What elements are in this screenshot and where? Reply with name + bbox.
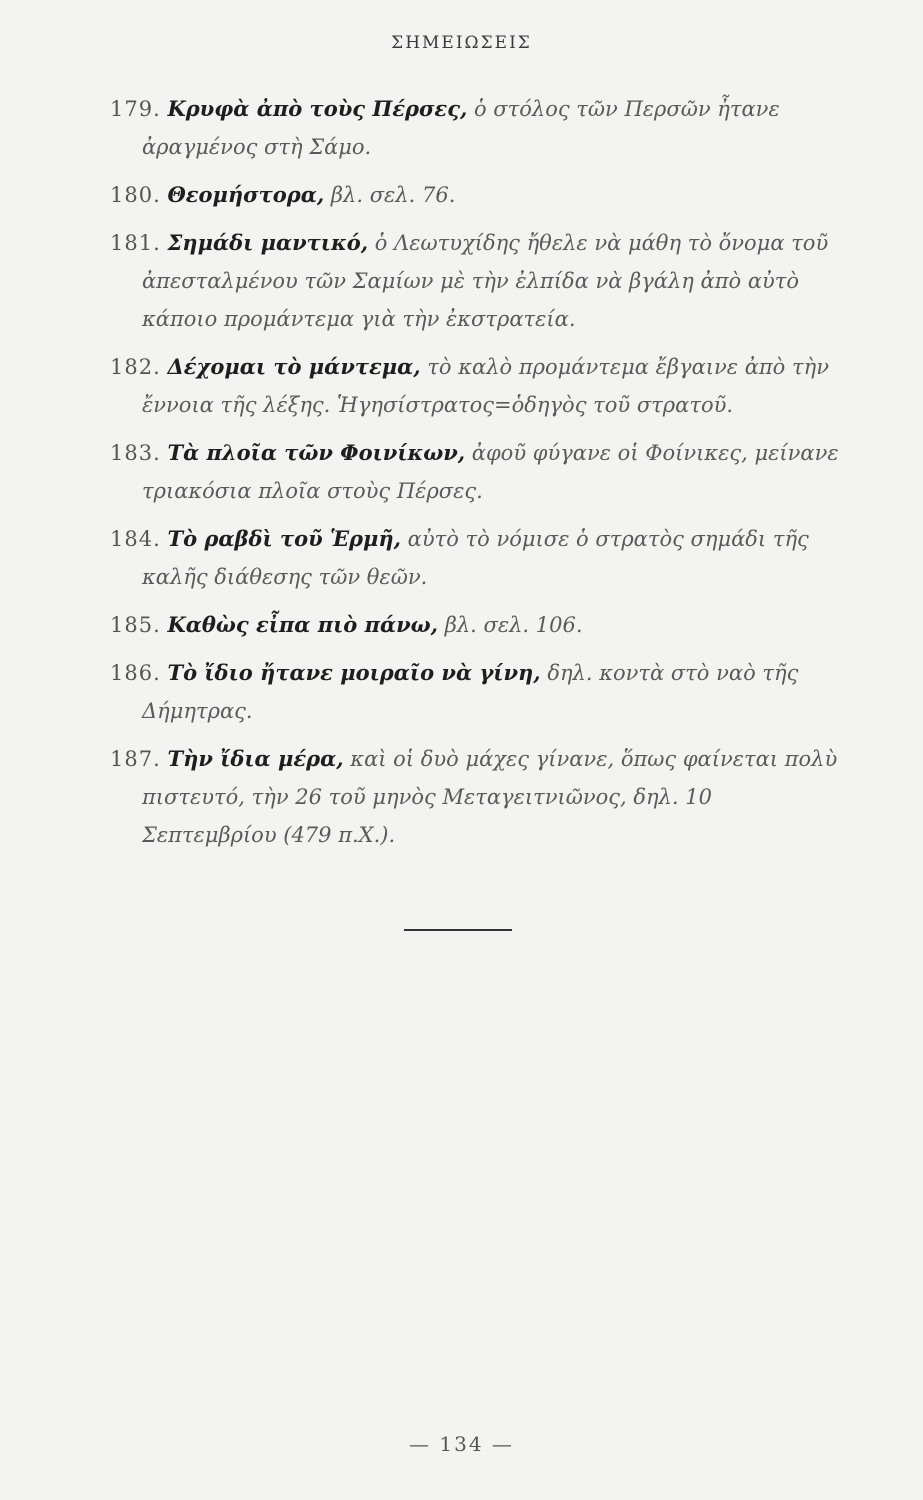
note-lemma: Τὸ ραβδὶ τοῦ Ἑρμῆ, <box>167 526 401 551</box>
note-text: ὁ στόλος τῶν Περσῶν ἦτανε ἀραγμένος στὴ Σάμο. <box>142 97 780 159</box>
note-lemma: Κρυφὰ ἀπὸ τοὺς Πέρσες, <box>167 96 468 121</box>
note-text: ὁ Λεωτυχίδης ἤθελε νὰ μάθη τὸ ὄνομα τοῦ ἀπεσταλμένου τῶν Σαμίων μὲ τὴν ἐλπίδα νὰ βγάλη ἀπὸ αὐτὸ κάποιο προμάντεμα γιὰ τὴν ἐκστρατεία. <box>142 231 829 331</box>
note-180 <box>110 176 850 214</box>
note-lemma: Σημάδι μαντικό, <box>167 230 369 255</box>
note-text: δηλ. κοντὰ στὸ ναὸ τῆς Δήμητρας. <box>142 661 799 723</box>
note-number: 180. <box>110 183 161 207</box>
note-number: 181. <box>110 231 161 255</box>
note-182 <box>110 348 850 424</box>
note-lemma: Τὸ ἴδιο ἤτανε μοιραῖο νὰ γίνη, <box>167 660 541 685</box>
note-lemma: Τὴν ἴδια μέρα, <box>167 746 344 771</box>
note-186 <box>110 654 850 730</box>
note-lemma: Δέχομαι τὸ μάντεμα, <box>167 354 421 379</box>
note-181 <box>110 224 850 338</box>
note-183 <box>110 434 850 510</box>
note-lemma: Θεομήστορα, <box>167 182 325 207</box>
note-number: 184. <box>110 527 161 551</box>
note-text: καὶ οἱ δυὸ μάχες γίνανε, ὅπως φαίνεται πολὺ πιστευτό, τὴν 26 τοῦ μηνὸς Μεταγειτνιῶνος, δηλ. 10 Σεπτεμβρίου (479 π.Χ.). <box>142 747 838 847</box>
section-divider <box>404 929 512 931</box>
note-number: 182. <box>110 355 161 379</box>
note-184 <box>110 520 850 596</box>
note-text: ἀφοῦ φύγανε οἱ Φοίνικες, μείνανε τριακόσια πλοῖα στοὺς Πέρσες. <box>142 441 839 503</box>
page-number: — 134 — <box>409 1432 514 1456</box>
note-179 <box>110 90 850 166</box>
note-number: 183. <box>110 441 161 465</box>
note-187 <box>110 740 850 854</box>
note-lemma: Καθὼς εἶπα πιὸ πάνω, <box>167 612 438 637</box>
note-text: βλ. σελ. 106. <box>444 613 583 637</box>
note-text: αὐτὸ τὸ νόμισε ὁ στρατὸς σημάδι τῆς καλῆς διάθεσης τῶν θεῶν. <box>142 527 809 589</box>
note-185 <box>110 606 850 644</box>
note-number: 187. <box>110 747 161 771</box>
note-number: 186. <box>110 661 161 685</box>
note-number: 185. <box>110 613 161 637</box>
note-text: τὸ καλὸ προμάντεμα ἔβγαινε ἀπὸ τὴν ἔννοια τῆς λέξης. Ἡγησίστρατος=ὁδηγὸς τοῦ στρατοῦ. <box>142 355 829 417</box>
note-lemma: Τὰ πλοῖα τῶν Φοινίκων, <box>167 440 466 465</box>
note-text: βλ. σελ. 76. <box>330 183 456 207</box>
endnotes-list <box>110 90 850 864</box>
note-number: 179. <box>110 97 161 121</box>
running-head: ΣΗΜΕΙΩΣΕΙΣ <box>391 33 532 53</box>
